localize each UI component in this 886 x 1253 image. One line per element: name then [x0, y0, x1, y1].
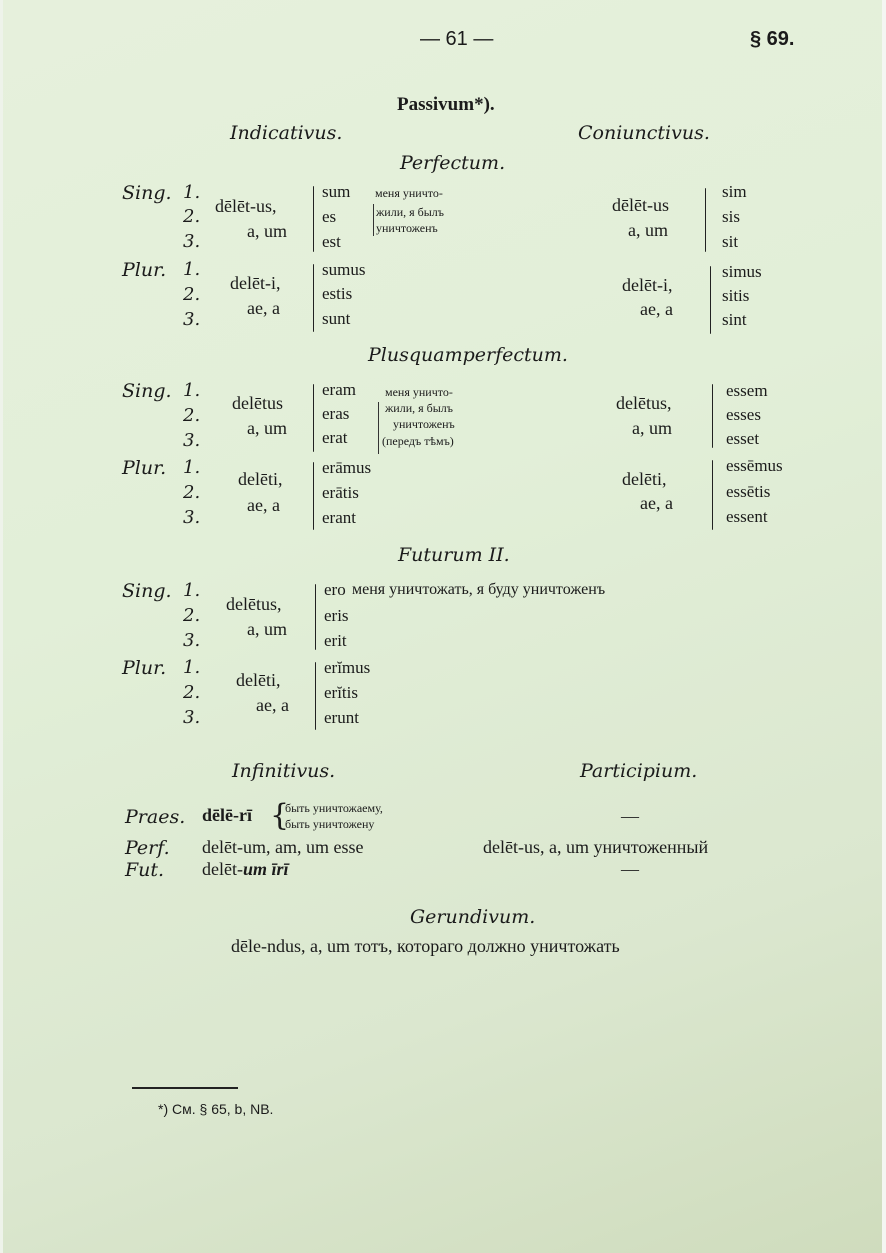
brace: [313, 384, 314, 452]
footnote-rule: [132, 1087, 238, 1089]
gloss: быть уничтожаему,: [285, 801, 383, 815]
gloss: меня уничто-: [375, 186, 443, 200]
gloss-bar: [378, 402, 379, 454]
mood-heading-indicative: Indicativus.: [230, 122, 343, 144]
label-num-1: 1.: [183, 657, 201, 678]
tense-heading-futurum-ii: Futurum II.: [398, 544, 510, 566]
stem: delēt-i,: [230, 273, 281, 293]
ending: sim: [722, 182, 747, 201]
brace: [315, 662, 316, 730]
brace: [315, 584, 316, 650]
ending: sit: [722, 232, 739, 251]
brace: [712, 460, 713, 530]
ending: essem: [726, 381, 768, 400]
gloss: (передъ тѣмъ): [382, 434, 454, 448]
brace: [313, 462, 314, 530]
ending: erĭtis: [324, 683, 358, 702]
ending: essent: [726, 507, 768, 526]
label-num-3: 3.: [183, 707, 201, 728]
ending: erit: [324, 631, 347, 650]
gloss-bar: [373, 204, 374, 236]
stem-gender: a, um: [247, 221, 287, 241]
heading-infinitivus: Infinitivus.: [232, 760, 336, 782]
ending: erātis: [322, 483, 359, 502]
label-num-3: 3.: [183, 309, 201, 330]
stem: delēti,: [622, 469, 667, 489]
label-num-1: 1.: [183, 580, 201, 601]
brace: [710, 266, 711, 334]
stem-gender: a, um: [628, 220, 668, 240]
label-num-3: 3.: [183, 231, 201, 252]
label-sing: Sing.: [122, 380, 172, 402]
ending: estis: [322, 284, 353, 303]
brace: [313, 264, 314, 332]
ending: erant: [322, 508, 356, 527]
ending: esset: [726, 429, 760, 448]
label-num-3: 3.: [183, 630, 201, 651]
page-edge-right: [882, 0, 886, 1253]
infinitive-form: [202, 859, 289, 880]
stem-gender: ae, a: [640, 493, 673, 513]
label-num-1: 1.: [183, 182, 201, 203]
ending: eras: [322, 404, 350, 423]
stem: delētus: [232, 393, 283, 413]
ending: erāmus: [322, 458, 372, 477]
gloss: меня уничтожать, я буду уничтоженъ: [352, 581, 606, 598]
infinitive-form-ending: um īrī: [242, 859, 289, 879]
gloss: уничтоженъ: [393, 417, 455, 431]
infinitive-form-stem: delēt-: [202, 859, 243, 879]
ending: eram: [322, 380, 356, 399]
stem-gender: a, um: [247, 619, 287, 639]
stem: delēti,: [238, 469, 283, 489]
label-num-3: 3.: [183, 430, 201, 451]
label-num-1: 1.: [183, 380, 201, 401]
stem-gender: a, um: [247, 418, 287, 438]
stem: delētus,: [616, 393, 672, 413]
ending: eris: [324, 606, 349, 625]
participle-perf: delēt-us, a, um уничтоженный: [483, 837, 709, 857]
ending: sint: [722, 310, 747, 329]
label-num-1: 1.: [183, 457, 201, 478]
ending: sunt: [322, 309, 351, 328]
gloss: быть уничтожену: [285, 817, 375, 831]
stem: dēlēt-us,: [215, 196, 277, 216]
footnote: *) См. § 65, b, NB.: [158, 1101, 274, 1117]
label-num-2: 2.: [183, 482, 201, 503]
gloss: жили, я былъ: [376, 205, 445, 219]
tense-heading-perfectum: Perfectum.: [400, 152, 506, 174]
stem-gender: ae, a: [256, 695, 289, 715]
label-perf: Perf.: [125, 837, 170, 859]
label-praes: Praes.: [125, 806, 186, 828]
stem: dēlēt-us: [612, 195, 669, 215]
ending: sumus: [322, 260, 366, 279]
gloss: меня уничто-: [385, 385, 453, 399]
ending: essēmus: [726, 456, 783, 475]
section-number: § 69.: [750, 28, 795, 50]
heading-participium: Participium.: [580, 760, 698, 782]
infinitive-form: delēt-um, am, um esse: [202, 837, 364, 857]
label-sing: Sing.: [122, 182, 172, 204]
infinitive-form: dēlē-rī: [202, 805, 252, 825]
label-num-2: 2.: [183, 405, 201, 426]
heading-gerundivum: Gerundivum.: [410, 906, 536, 928]
tense-heading-plusquamperfectum: Plusquamperfectum.: [368, 344, 568, 366]
label-num-2: 2.: [183, 284, 201, 305]
stem: delēti,: [236, 670, 281, 690]
mood-heading-subjunctive: Coniunctivus.: [578, 122, 710, 144]
label-sing: Sing.: [122, 580, 172, 602]
participle-praes: —: [621, 806, 639, 826]
gerundive-text: dēle-ndus, a, um тотъ, котораго должно уничтожать: [231, 936, 620, 956]
label-num-2: 2.: [183, 206, 201, 227]
page-title: Passivum*).: [397, 94, 495, 115]
ending: es: [322, 207, 337, 226]
stem-gender: ae, a: [640, 299, 673, 319]
stem-gender: a, um: [632, 418, 672, 438]
stem: delētus,: [226, 594, 282, 614]
ending: sis: [722, 207, 740, 226]
brace: [712, 384, 713, 448]
ending: erunt: [324, 708, 359, 727]
brace-glyph: {: [270, 798, 290, 833]
participle-fut: —: [621, 859, 639, 879]
label-plur: Plur.: [122, 457, 167, 479]
page-number: — 61 —: [420, 28, 494, 50]
ending: ero: [324, 580, 346, 599]
stem: delēt-i,: [622, 275, 673, 295]
label-fut: Fut.: [125, 859, 165, 881]
brace: [313, 186, 314, 252]
ending: simus: [722, 262, 762, 281]
gloss: жили, я былъ: [385, 401, 454, 415]
label-num-2: 2.: [183, 682, 201, 703]
label-num-1: 1.: [183, 259, 201, 280]
ending: est: [322, 232, 341, 251]
label-plur: Plur.: [122, 259, 167, 281]
label-num-3: 3.: [183, 507, 201, 528]
brace: [705, 188, 706, 252]
ending: esses: [726, 405, 761, 424]
stem-gender: ae, a: [247, 495, 280, 515]
label-num-2: 2.: [183, 605, 201, 626]
ending: sum: [322, 182, 351, 201]
page-edge-left: [0, 0, 3, 1253]
ending: sitis: [722, 286, 750, 305]
stem-gender: ae, a: [247, 298, 280, 318]
ending: erat: [322, 428, 348, 447]
label-plur: Plur.: [122, 657, 167, 679]
ending: erĭmus: [324, 658, 371, 677]
gloss: уничтоженъ: [376, 221, 438, 235]
ending: essētis: [726, 482, 771, 501]
